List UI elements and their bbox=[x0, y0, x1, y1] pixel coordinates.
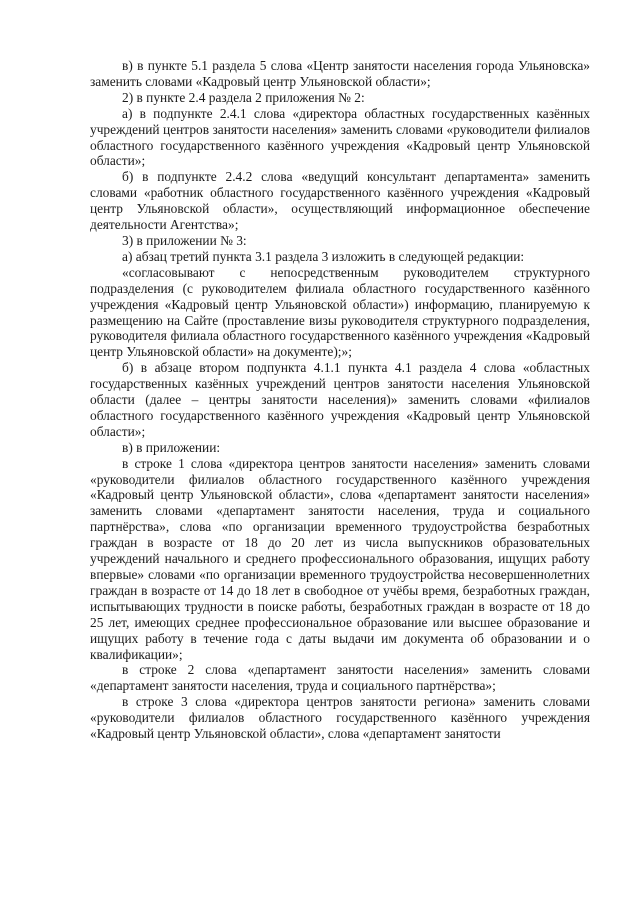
paragraph-subitem-4-1-1: б) в абзаце втором подпункта 4.1.1 пункта 4.1 раздела 4 слова «областных государственных казённых учреждений центров занятости населения Ульяновской области (далее – центры занятости населения)» заменить словами «филиалов областного государственного казённого учреждения «Кадровый центр Ульяновской области»; bbox=[90, 360, 590, 439]
document-page bbox=[90, 58, 590, 742]
paragraph-quoted-text: «согласовывают с непосредственным руководителем структурного подразделения (с руководителем филиала областного государственного казённого учреждения «Кадровый центр Ульяновской области») информацию, планируемую к размещению на Сайте (проставление визы руководителя структурного подразделения, руководителя филиала областного государственного казённого учреждения «Кадровый центр Ульяновской области» на документе);»; bbox=[90, 264, 590, 360]
paragraph-row-2: в строке 2 слова «департамент занятости населения» заменить словами «департамент занятости населения, труда и социального партнёрства»; bbox=[90, 662, 590, 694]
paragraph-subitem-2-4-1: а) в подпункте 2.4.1 слова «директора областных государственных казённых учреждений центров занятости населения» заменить словами «руководители филиалов областного государственного казённого учреждения «Кадровый центр Ульяновской области»; bbox=[90, 105, 590, 169]
paragraph-subitem-2-4-2: б) в подпункте 2.4.2 слова «ведущий консультант департамента» заменить словами «работник областного государственного казённого учреждения «Кадровый центр Ульяновской области», осуществляющий информационное обеспечение деятельности Агентства»; bbox=[90, 169, 590, 233]
paragraph-item-2-point-2-4: 2) в пункте 2.4 раздела 2 приложения № 2: bbox=[122, 89, 365, 105]
paragraph-item-v-point-5-1: в) в пункте 5.1 раздела 5 слова «Центр занятости населения города Ульяновска» заменить словами «Кадровый центр Ульяновской области»; bbox=[90, 58, 590, 89]
paragraph-item-3-appendix-3: 3) в приложении № 3: bbox=[122, 232, 247, 248]
paragraph-subitem-3-1: а) абзац третий пункта 3.1 раздела 3 изложить в следующей редакции: bbox=[122, 248, 525, 264]
paragraph-row-3: в строке 3 слова «директора центров занятости региона» заменить словами «руководители филиалов областного государственного казённого учреждения «Кадровый центр Ульяновской области», слова «департамент занятости bbox=[90, 694, 590, 742]
paragraph-row-1: в строке 1 слова «директора центров занятости населения» заменить словами «руководители филиалов областного государственного казённого учреждения «Кадровый центр Ульяновской области», слова «департамент занятости населения» заменить словами «департамент занятости населения, труда и социального партнёрства», слова «по организации временного трудоустройства безработных граждан в возрасте от 18 до 20 лет из числа выпускников образовательных учреждений начального и среднего профессионального образования, ищущих работу впервые» словами «по организации временного трудоустройства несовершеннолетних граждан в возрасте от 14 до 18 лет в свободное от учёбы время, безработных граждан, испытывающих трудности в поиске работы, безработных граждан в возрасте от 18 до 25 лет, имеющих среднее профессиональное образование или высшее образование и ищущих работу в течение года с даты выдачи им документа об образовании и о квалификации»; bbox=[90, 455, 590, 662]
paragraph-in-appendix: в) в приложении: bbox=[122, 439, 221, 455]
